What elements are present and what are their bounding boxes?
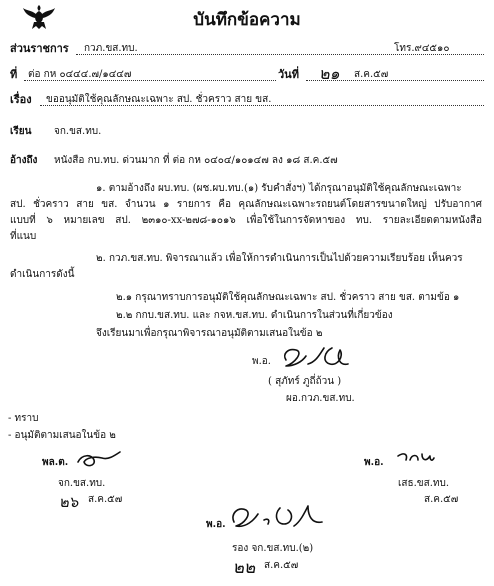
bottom-date-rest: ส.ค.๕๗: [264, 560, 299, 571]
date-day: ๒๑: [318, 64, 343, 83]
main-signer-name: ( สุภัทร์ ภูถี่ถ้วน ): [268, 376, 342, 387]
paragraph-2-item-1: ๒.๑ กรุณาทราบการอนุมัติใช้คุณลักษณะเฉพาะ สป. ชั่วคราว สาย ขส. ตามข้อ ๑: [116, 292, 460, 303]
salutation-value: จก.ขส.ทบ.: [54, 126, 102, 137]
main-signer-rank: พ.อ.: [252, 356, 271, 367]
left-signer-position: จก.ขส.ทบ.: [58, 478, 106, 489]
right-signer-rank: พ.อ.: [364, 457, 384, 468]
paragraph-1-line-3: แบบที่ ๖ หมายเลข สป. ๒๓๑๐-xx-๒๗๘-๑๐๑๖ เพื่อใช้ในการจัดหาของ ทบ. รายละเอียดตามหนังสือ: [10, 215, 482, 226]
subject-value: ขออนุมัติใช้คุณลักษณะเฉพาะ สป. ชั่วคราว สาย ขส.: [46, 94, 272, 105]
bottom-signer-position: รอง จก.ขส.ทบ.(๒): [232, 543, 314, 554]
paragraph-1-line-2: สป. ชั่วคราว สาย ขส. จำนวน ๑ รายการ คือ คุณลักษณะเฉพาะรถยนต์โดยสารขนาดใหญ่ ปรับอากาศ: [10, 199, 482, 210]
right-signature: [396, 450, 436, 466]
salutation-label: เรียน: [10, 126, 32, 137]
paragraph-2-line-1: ๒. กวภ.ขส.ทบ. พิจารณาแล้ว เพื่อให้การดำเนินการเป็นไปด้วยความเรียบร้อย เห็นควร: [96, 253, 463, 264]
right-date-rest: ส.ค.๕๗: [424, 494, 459, 505]
date-rest: ส.ค.๕๗: [354, 69, 389, 80]
left-signature: [74, 448, 124, 470]
note-acknowledge: - ทราบ: [8, 413, 39, 424]
paragraph-1-line-1: ๑. ตามอ้างถึง ผบ.ทบ. (ผช.ผบ.ทบ.(๑) รับคำสั่งฯ) ได้กรุณาอนุมัติใช้คุณลักษณะเฉพาะ: [96, 183, 462, 194]
bottom-signature: [228, 500, 328, 534]
left-date-rest: ส.ค.๕๗: [88, 494, 123, 505]
left-signer-rank: พล.ต.: [42, 457, 69, 468]
agency-label: ส่วนราชการ: [10, 42, 69, 55]
bottom-date-day: ๒๒: [232, 558, 259, 578]
memo-title: บันทึกข้อความ: [193, 10, 301, 30]
main-signer-position: ผอ.กวภ.ขส.ทบ.: [286, 393, 355, 404]
left-date-day: ๒๖: [58, 493, 82, 511]
reference-label: อ้างถึง: [10, 155, 38, 166]
closing-line: จึงเรียนมาเพื่อกรุณาพิจารณาอนุมัติตามเสนอในข้อ ๒: [96, 328, 323, 339]
right-signer-position: เสธ.ขส.ทบ.: [398, 478, 450, 489]
bottom-signer-rank: พ.อ.: [206, 519, 226, 530]
paragraph-2-item-2: ๒.๒ กกบ.ขส.ทบ. และ กจห.ขส.ทบ. ดำเนินการในส่วนที่เกี่ยวข้อง: [116, 310, 393, 321]
agency-value: กวภ.ขส.ทบ.: [84, 43, 138, 54]
date-label: วันที่: [278, 68, 299, 81]
main-signature: [278, 340, 378, 374]
subject-label: เรื่อง: [10, 93, 32, 106]
phone-value: โทร.๙๔๕๑๐: [394, 43, 450, 54]
paragraph-2-line-2: ดำเนินการดังนี้: [10, 269, 75, 280]
paragraph-1-line-4: ที่แนบ: [10, 231, 37, 242]
ref-label: ที่: [10, 68, 18, 81]
reference-value: หนังสือ กบ.ทบ. ด่วนมาก ที่ ต่อ กห ๐๔๐๔/๑๐๑๔๗ ลง ๑๘ ส.ค.๕๗: [54, 155, 338, 166]
note-approve: - อนุมัติตามเสนอในข้อ ๒: [8, 430, 116, 441]
ref-value: ต่อ กห ๐๔๔๔.๗/๑๔๔๗: [28, 69, 132, 80]
